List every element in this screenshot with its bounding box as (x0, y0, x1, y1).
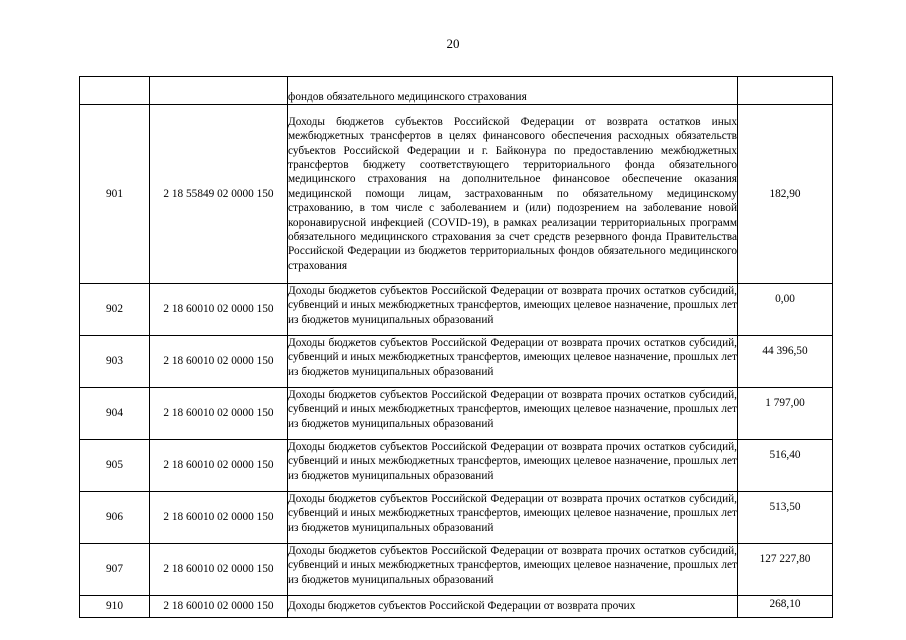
amount-cell: 1 797,00 (738, 388, 833, 440)
amount-cell: 44 396,50 (738, 336, 833, 388)
revenue-name-text: Доходы бюджетов субъектов Российской Федерации от возврата остатков иных межбюджетных трансфертов в целях финансового обеспечения расходных обязательств субъектов Российской Федерации и г. Байконура по предоставлению межбюджетных трансфертов бюджету соответствующего территориального фонда обязательного медицинского страхования на дополнительное финансовое обеспечение оказания медицинской помощи лицам, застрахованным по обязательному медицинскому страхованию, в том числе с заболеванием и (или) подозрением на заболевание новой коронавирусной инфекцией (COVID-19), в рамках реализации территориальных программ обязательного медицинского страхования за счет средств резервного фонда Правительства Российской Федерации из бюджетов территориальных фондов обязательного медицинского страхования (288, 115, 737, 272)
revenue-name-text: Доходы бюджетов субъектов Российской Федерации от возврата прочих остатков субсидий, субвенций и иных межбюджетных трансфертов, имеющих целевое назначение, прошлых лет из бюджетов муниципальных образований (288, 389, 737, 430)
revenue-name-text: Доходы бюджетов субъектов Российской Федерации от возврата прочих остатков субсидий, субвенций и иных межбюджетных трансфертов, имеющих целевое назначение, прошлых лет из бюджетов муниципальных образований (288, 285, 737, 326)
budget-revenue-table (79, 76, 833, 618)
revenue-name-cell (288, 596, 738, 618)
admin-code-cell: 901 (80, 105, 150, 284)
revenue-name-text: Доходы бюджетов субъектов Российской Федерации от возврата прочих остатков субсидий, субвенций и иных межбюджетных трансфертов, имеющих целевое назначение, прошлых лет из бюджетов муниципальных образований (288, 337, 737, 378)
amount-cell (738, 77, 833, 105)
revenue-name-text: Доходы бюджетов субъектов Российской Федерации от возврата прочих остатков субсидий, субвенций и иных межбюджетных трансфертов, имеющих целевое назначение, прошлых лет из бюджетов муниципальных образований (288, 493, 737, 534)
revenue-name-cell (288, 105, 738, 284)
budget-classification-code-cell: 2 18 60010 02 0000 150 (150, 336, 288, 388)
table-row (80, 336, 833, 388)
table-row (80, 544, 833, 596)
admin-code-cell: 906 (80, 492, 150, 544)
revenue-name-cell (288, 492, 738, 544)
revenue-name-cell (288, 77, 738, 105)
budget-classification-code-cell: 2 18 60010 02 0000 150 (150, 284, 288, 336)
budget-classification-code-cell: 2 18 60010 02 0000 150 (150, 492, 288, 544)
revenue-name-cell (288, 284, 738, 336)
revenue-name-text: Доходы бюджетов субъектов Российской Федерации от возврата прочих (288, 600, 636, 613)
budget-classification-code-cell (150, 77, 288, 105)
table-row (80, 596, 833, 618)
table-row (80, 77, 833, 105)
page-number: 20 (446, 36, 460, 51)
revenue-name-text: Доходы бюджетов субъектов Российской Федерации от возврата прочих остатков субсидий, субвенций и иных межбюджетных трансфертов, имеющих целевое назначение, прошлых лет из бюджетов муниципальных образований (288, 545, 737, 586)
amount-cell: 0,00 (738, 284, 833, 336)
revenue-name-text: фондов обязательного медицинского страхования (288, 90, 527, 103)
revenue-name-cell (288, 544, 738, 596)
admin-code-cell: 903 (80, 336, 150, 388)
amount-cell: 513,50 (738, 492, 833, 544)
budget-classification-code-cell: 2 18 60010 02 0000 150 (150, 440, 288, 492)
revenue-name-cell (288, 336, 738, 388)
revenue-name-cell (288, 388, 738, 440)
table-row (80, 388, 833, 440)
budget-classification-code-cell: 2 18 55849 02 0000 150 (150, 105, 288, 284)
budget-classification-code-cell: 2 18 60010 02 0000 150 (150, 596, 288, 618)
budget-classification-code-cell: 2 18 60010 02 0000 150 (150, 388, 288, 440)
amount-cell: 182,90 (738, 105, 833, 284)
admin-code-cell: 905 (80, 440, 150, 492)
revenue-name-text: Доходы бюджетов субъектов Российской Федерации от возврата прочих остатков субсидий, субвенций и иных межбюджетных трансфертов, имеющих целевое назначение, прошлых лет из бюджетов муниципальных образований (288, 441, 737, 482)
amount-cell: 127 227,80 (738, 544, 833, 596)
amount-cell: 516,40 (738, 440, 833, 492)
revenue-name-cell (288, 440, 738, 492)
table-row (80, 440, 833, 492)
table-row (80, 284, 833, 336)
admin-code-cell: 902 (80, 284, 150, 336)
table-row (80, 105, 833, 284)
table-row (80, 492, 833, 544)
admin-code-cell: 910 (80, 596, 150, 618)
admin-code-cell (80, 77, 150, 105)
amount-cell: 268,10 (738, 596, 833, 618)
admin-code-cell: 904 (80, 388, 150, 440)
budget-classification-code-cell: 2 18 60010 02 0000 150 (150, 544, 288, 596)
admin-code-cell: 907 (80, 544, 150, 596)
